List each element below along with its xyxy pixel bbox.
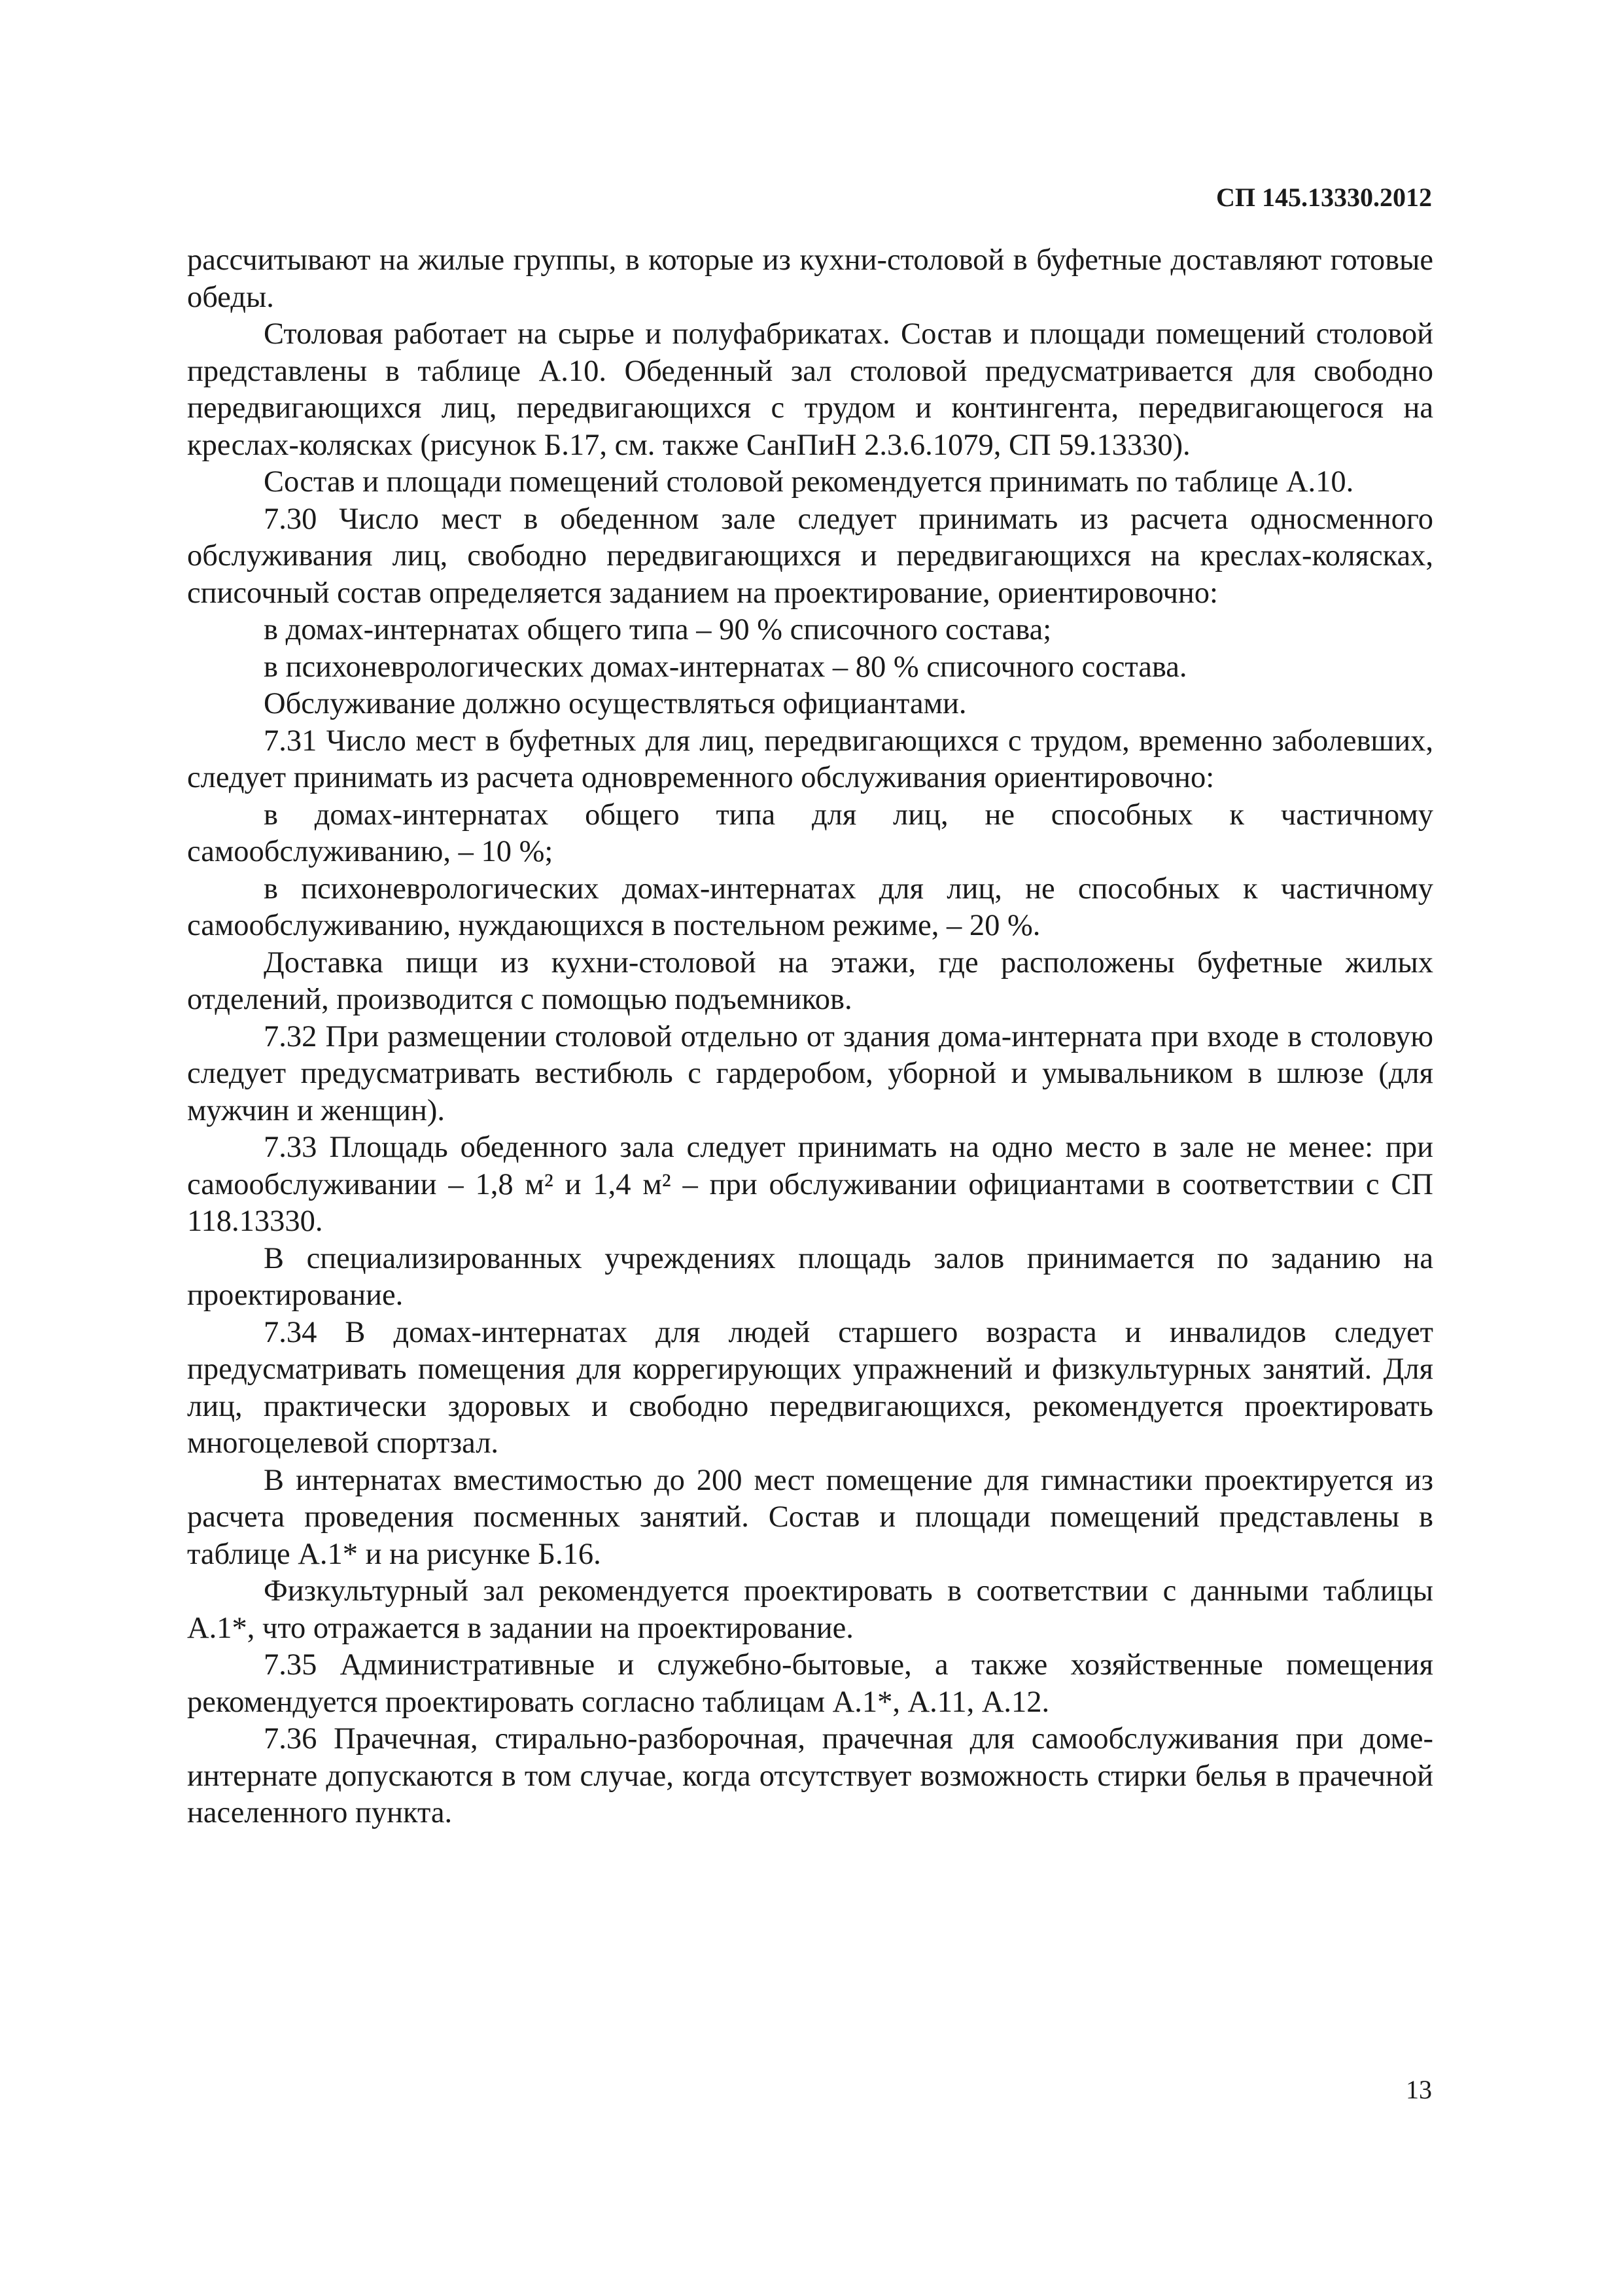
paragraph-7-30: 7.30 Число мест в обеденном зале следует принимать из расчета односменного обслуживания лиц, свободно передвигающихся и передвигающихся на креслах-колясках, списочный состав определяется заданием на проектирование, ориентировочно: xyxy=(187,502,1433,610)
paragraph-continuation: рассчитывают на жилые группы, в которые из кухни-столовой в буфетные доставляют готовые обеды. xyxy=(187,243,1433,314)
paragraph-gym-design: Физкультурный зал рекомендуется проектировать в соответствии с данными таблицы А.1*, что отражается в задании на проектирование. xyxy=(187,1574,1433,1645)
paragraph-canteen-description: Столовая работает на сырье и полуфабрикатах. Состав и площади помещений столовой представлены в таблице А.10. Обеденный зал столовой предусматривается для свободно передвигающихся лиц, передвигающихся с трудом и контингента, передвигающегося на креслах-колясках (рисунок Б.17, см. также СанПиН 2.3.6.1079, СП 59.13330). xyxy=(187,317,1433,462)
paragraph-7-31-general: в домах-интернатах общего типа для лиц, не способных к частичному самообслуживанию, – 10 %; xyxy=(187,798,1433,868)
paragraph-7-36: 7.36 Прачечная, стирально-разборочная, прачечная для самообслуживания при доме-интернате допускаются в том случае, когда отсутствует возможность стирки белья в прачечной населенного пункта. xyxy=(187,1722,1433,1829)
page-number: 13 xyxy=(1406,2075,1432,2104)
paragraph-canteen-composition: Состав и площади помещений столовой рекомендуется принимать по таблице А.10. xyxy=(264,465,1354,499)
paragraph-7-33: 7.33 Площадь обеденного зала следует принимать на одно место в зале не менее: при самообслуживании – 1,8 м² и 1,4 м² – при обслуживании официантами в соответствии с СП 118.13330. xyxy=(187,1131,1433,1238)
paragraph-specialized: В специализированных учреждениях площадь залов принимается по заданию на проектирование. xyxy=(187,1241,1433,1312)
paragraph-7-35: 7.35 Административные и служебно-бытовые, а также хозяйственные помещения рекомендуется проектировать согласно таблицам А.1*, А.11, А.12. xyxy=(187,1648,1433,1719)
paragraph-7-30-psycho: в психоневрологических домах-интернатах – 80 % списочного состава. xyxy=(264,650,1187,684)
document-code-header: СП 145.13330.2012 xyxy=(1216,183,1432,212)
body-text xyxy=(187,242,1433,1832)
paragraph-7-32: 7.32 При размещении столовой отдельно от здания дома-интерната при входе в столовую следует предусматривать вестибюль с гардеробом, уборной и умывальником в шлюзе (для мужчин и женщин). xyxy=(187,1019,1433,1127)
paragraph-food-delivery: Доставка пищи из кухни-столовой на этажи, где расположены буфетные жилых отделений, производится с помощью подъемников. xyxy=(187,945,1433,1016)
paragraph-7-30-general: в домах-интернатах общего типа – 90 % списочного состава; xyxy=(264,613,1052,646)
paragraph-gym-capacity: В интернатах вместимостью до 200 мест помещение для гимнастики проектируется из расчета проведения посменных занятий. Состав и площади помещений представлены в таблице А.1* и на рисунке Б.16. xyxy=(187,1463,1433,1571)
paragraph-7-31-psycho: в психоневрологических домах-интернатах для лиц, не способных к частичному самообслуживанию, нуждающихся в постельном режиме, – 20 %. xyxy=(187,872,1433,942)
paragraph-7-34: 7.34 В домах-интернатах для людей старшего возраста и инвалидов следует предусматривать помещения для коррегирующих упражнений и физкультурных занятий. Для лиц, практически здоровых и свободно передвигающихся, рекомендуется проектировать многоцелевой спортзал. xyxy=(187,1315,1433,1460)
paragraph-7-31: 7.31 Число мест в буфетных для лиц, передвигающихся с трудом, временно заболевших, следует принимать из расчета одновременного обслуживания ориентировочно: xyxy=(187,724,1433,794)
paragraph-7-30-service: Обслуживание должно осуществляться официантами. xyxy=(264,687,967,720)
